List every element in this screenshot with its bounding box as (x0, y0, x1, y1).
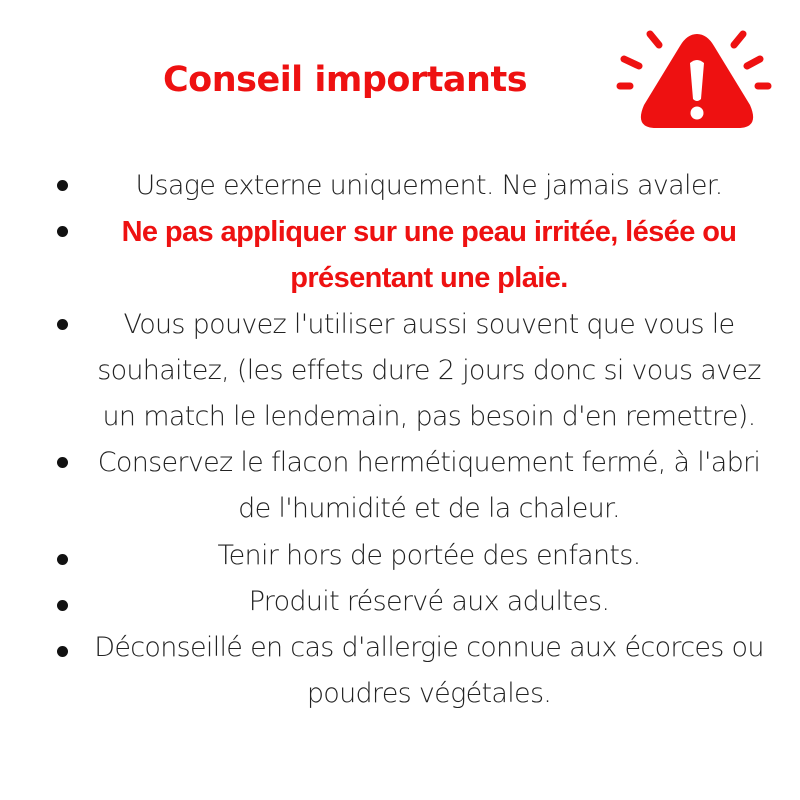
list-item-text: Usage externe uniquement. Ne jamais avaler. (135, 170, 723, 201)
list-item (0, 209, 800, 301)
list-item (0, 163, 800, 209)
advice-list (0, 163, 800, 717)
page-title: Conseil importants (162, 60, 528, 100)
warning-exclamation-icon (610, 22, 780, 138)
list-item-text: Conservez le flacon hermétiquement fermé, à l'abri de l'humidité et de la chaleur. (97, 447, 761, 525)
list-item (0, 440, 800, 532)
list-item (0, 625, 800, 717)
bullet-icon (57, 180, 68, 191)
bullet-icon (57, 457, 68, 468)
bullet-icon (57, 319, 68, 330)
list-item-text: Déconseillé en cas d'allergie connue aux écorces ou poudres végétales. (94, 632, 764, 710)
bullet-icon (57, 600, 68, 611)
list-item-text: Vous pouvez l'utiliser aussi souvent que vous le souhaitez, (les effets dure 2 jours donc si vous avez un match le lendemain, pas besoin d'en remettre). (97, 308, 761, 433)
bullet-icon (57, 646, 68, 657)
list-item-text: Ne pas appliquer sur une peau irritée, lésée ou présentant une plaie. (121, 216, 737, 295)
bullet-icon (57, 554, 68, 565)
list-item (0, 302, 800, 441)
bullet-icon (57, 226, 68, 237)
list-item (0, 533, 800, 579)
list-item-text: Tenir hors de portée des enfants. (217, 539, 641, 571)
list-item (0, 579, 800, 625)
list-item-text: Produit réservé aux adultes. (248, 585, 610, 617)
